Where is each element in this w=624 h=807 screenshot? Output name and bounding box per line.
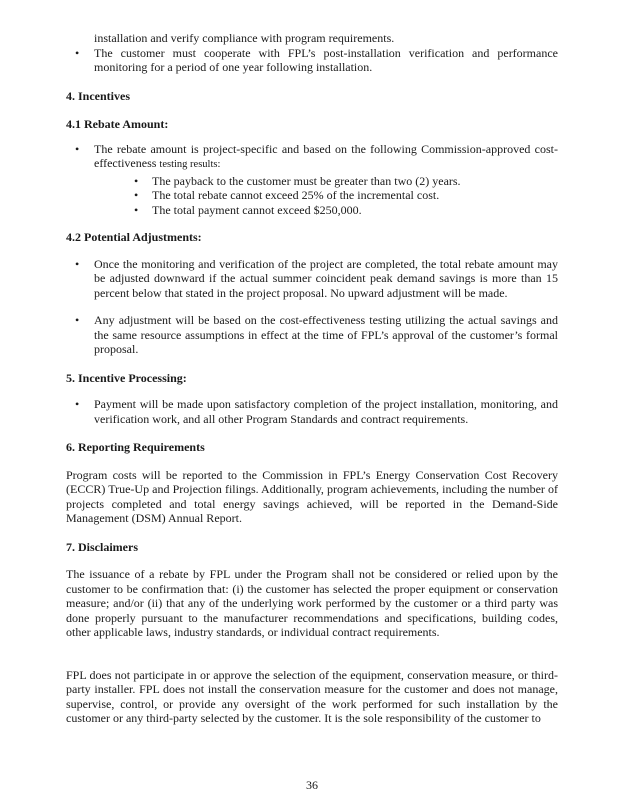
list-item: • Once the monitoring and verification of the project are completed, the total rebate amount may be adjusted downward if the actual summer coincident peak demand savings is more than 15 percent below that stated in the project proposal. No upward adjustment will be made. [66, 257, 558, 301]
list-item: • Any adjustment will be based on the cost-effectiveness testing utilizing the actual savings and the same resource assumptions in effect at the time of FPL’s approval of the customer’s formal proposal. [66, 313, 558, 357]
rebate-bullet-small-text: testing results: [159, 159, 221, 170]
disclaimer-paragraph-2: FPL does not participate in or approve the selection of the equipment, conservation measure, or third-party installer. FPL does not install the conservation measure for the customer and does not manage, supervise, control, or provide any oversight of the work performed for such installation by the customer or any third-party selected by the customer. It is the sole responsibility of the customer to [66, 667, 558, 725]
reporting-paragraph: Program costs will be reported to the Commission in FPL’s Energy Conservation Cost Recovery (ECCR) True-Up and Projection filings. Additionally, program achievements, including the number of projects completed and total energy savings achieved, will be reported in the Demand-Side Management (DSM) Annual Report. [66, 467, 558, 525]
list-item: • The total rebate cannot exceed 25% of the incremental cost. [94, 188, 558, 203]
list-item [66, 142, 558, 218]
list-item: • The total payment cannot exceed $250,000. [94, 203, 558, 218]
section-heading-disclaimers: 7. Disclaimers [66, 539, 138, 554]
section-heading-incentive-processing: 5. Incentive Processing: [66, 370, 187, 385]
subsection-heading-rebate-amount: 4.1 Rebate Amount: [66, 117, 169, 131]
section-heading-reporting-requirements: 6. Reporting Requirements [66, 440, 205, 454]
adjustment-bullet-list [66, 257, 558, 357]
list-item: • Payment will be made upon satisfactory completion of the project installation, monitoring, and verification work, and all other Program Standards and contract requirements. [66, 397, 558, 426]
page-number: 36 [306, 778, 318, 792]
list-item: • The payback to the customer must be greater than two (2) years. [94, 174, 558, 189]
processing-bullet-list [66, 397, 558, 426]
disclaimer-paragraph-1: The issuance of a rebate by FPL under the Program shall not be considered or relied upon by the customer to be confirmation that: (i) the customer has selected the proper equipment or conservation measure; and/or (ii) that any of the underlying work performed by the customer or a third party was done properly pursuant to the manufacturer recommendations and specifications, building codes, other applicable laws, industry standards, or individual contract requirements. [66, 567, 558, 639]
rebate-subbullet-list [94, 174, 558, 218]
list-item: • The customer must cooperate with FPL’s post-installation verification and performance monitoring for a period of one year following installation. [66, 46, 558, 75]
continuation-text: installation and verify compliance with program requirements. [94, 31, 395, 45]
rebate-bullet-text: The rebate amount is project-specific and based on the following Commission-approved cost-effectiveness [94, 141, 558, 170]
rebate-bullet-list [66, 142, 558, 218]
intro-bullet-list [66, 46, 558, 75]
section-heading-incentives: 4. Incentives [66, 88, 130, 103]
subsection-heading-potential-adjustments: 4.2 Potential Adjustments: [66, 230, 202, 244]
